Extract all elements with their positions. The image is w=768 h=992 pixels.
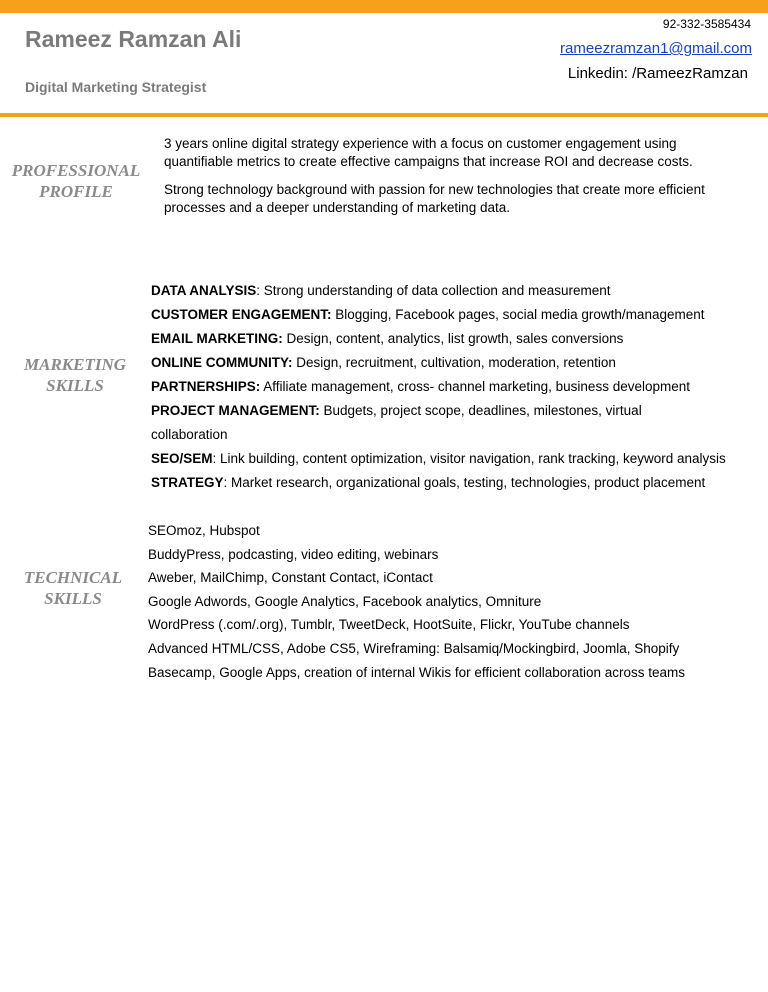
linkedin-handle: Linkedin: /RameezRamzan: [567, 65, 748, 82]
profile-summary: [164, 135, 744, 217]
list-item: PROJECT MANAGEMENT: Budgets, project scope, deadlines, milestones, virtual collaboration: [151, 403, 642, 442]
list-item: Advanced HTML/CSS, Adobe CS5, Wireframing: Balsamiq/Mockingbird, Joomla, Shopify: [148, 640, 680, 656]
list-item: WordPress (.com/.org), Tumblr, TweetDeck, HootSuite, Flickr, YouTube channels: [148, 617, 630, 633]
section-title-profile: PROFESSIONAL PROFILE: [11, 161, 141, 201]
candidate-name: Rameez Ramzan Ali: [25, 26, 242, 52]
list-item: STRATEGY: Market research, organizational goals, testing, technologies, product placement: [151, 475, 706, 490]
technical-skills-list: [148, 519, 748, 684]
list-item: PARTNERSHIPS: Affiliate management, cross- channel marketing, business development: [151, 379, 690, 394]
list-item: DATA ANALYSIS: Strong understanding of data collection and measurement: [151, 283, 611, 298]
top-accent-bar: [0, 0, 768, 13]
marketing-skills-list: [151, 279, 751, 495]
header-divider: [0, 113, 768, 117]
profile-paragraph: Strong technology background with passion for new technologies that create more efficient processes and a deeper understanding of marketing data.: [164, 182, 705, 215]
list-item: Google Adwords, Google Analytics, Facebook analytics, Omniture: [148, 593, 542, 609]
list-item: EMAIL MARKETING: Design, content, analytics, list growth, sales conversions: [151, 331, 624, 346]
section-title-technical: TECHNICAL SKILLS: [23, 568, 123, 608]
list-item: BuddyPress, podcasting, video editing, webinars: [148, 546, 439, 562]
email-link[interactable]: rameezramzan1@gmail.com: [560, 40, 752, 57]
list-item: ONLINE COMMUNITY: Design, recruitment, cultivation, moderation, retention: [151, 355, 616, 370]
profile-paragraph: 3 years online digital strategy experience with a focus on customer engagement using quantifiable metrics to create effective campaigns that increase ROI and decrease costs.: [164, 136, 693, 169]
section-title-marketing: MARKETING SKILLS: [23, 355, 127, 395]
list-item: Basecamp, Google Apps, creation of internal Wikis for efficient collaboration across teams: [148, 664, 686, 680]
list-item: Aweber, MailChimp, Constant Contact, iContact: [148, 570, 433, 586]
phone-number: 92-332-3585434: [662, 17, 751, 31]
list-item: SEO/SEM: Link building, content optimization, visitor navigation, rank tracking, keyword analysis: [151, 451, 726, 466]
list-item: CUSTOMER ENGAGEMENT: Blogging, Facebook pages, social media growth/management: [151, 307, 705, 322]
job-title: Digital Marketing Strategist: [25, 79, 207, 95]
list-item: SEOmoz, Hubspot: [148, 523, 260, 538]
